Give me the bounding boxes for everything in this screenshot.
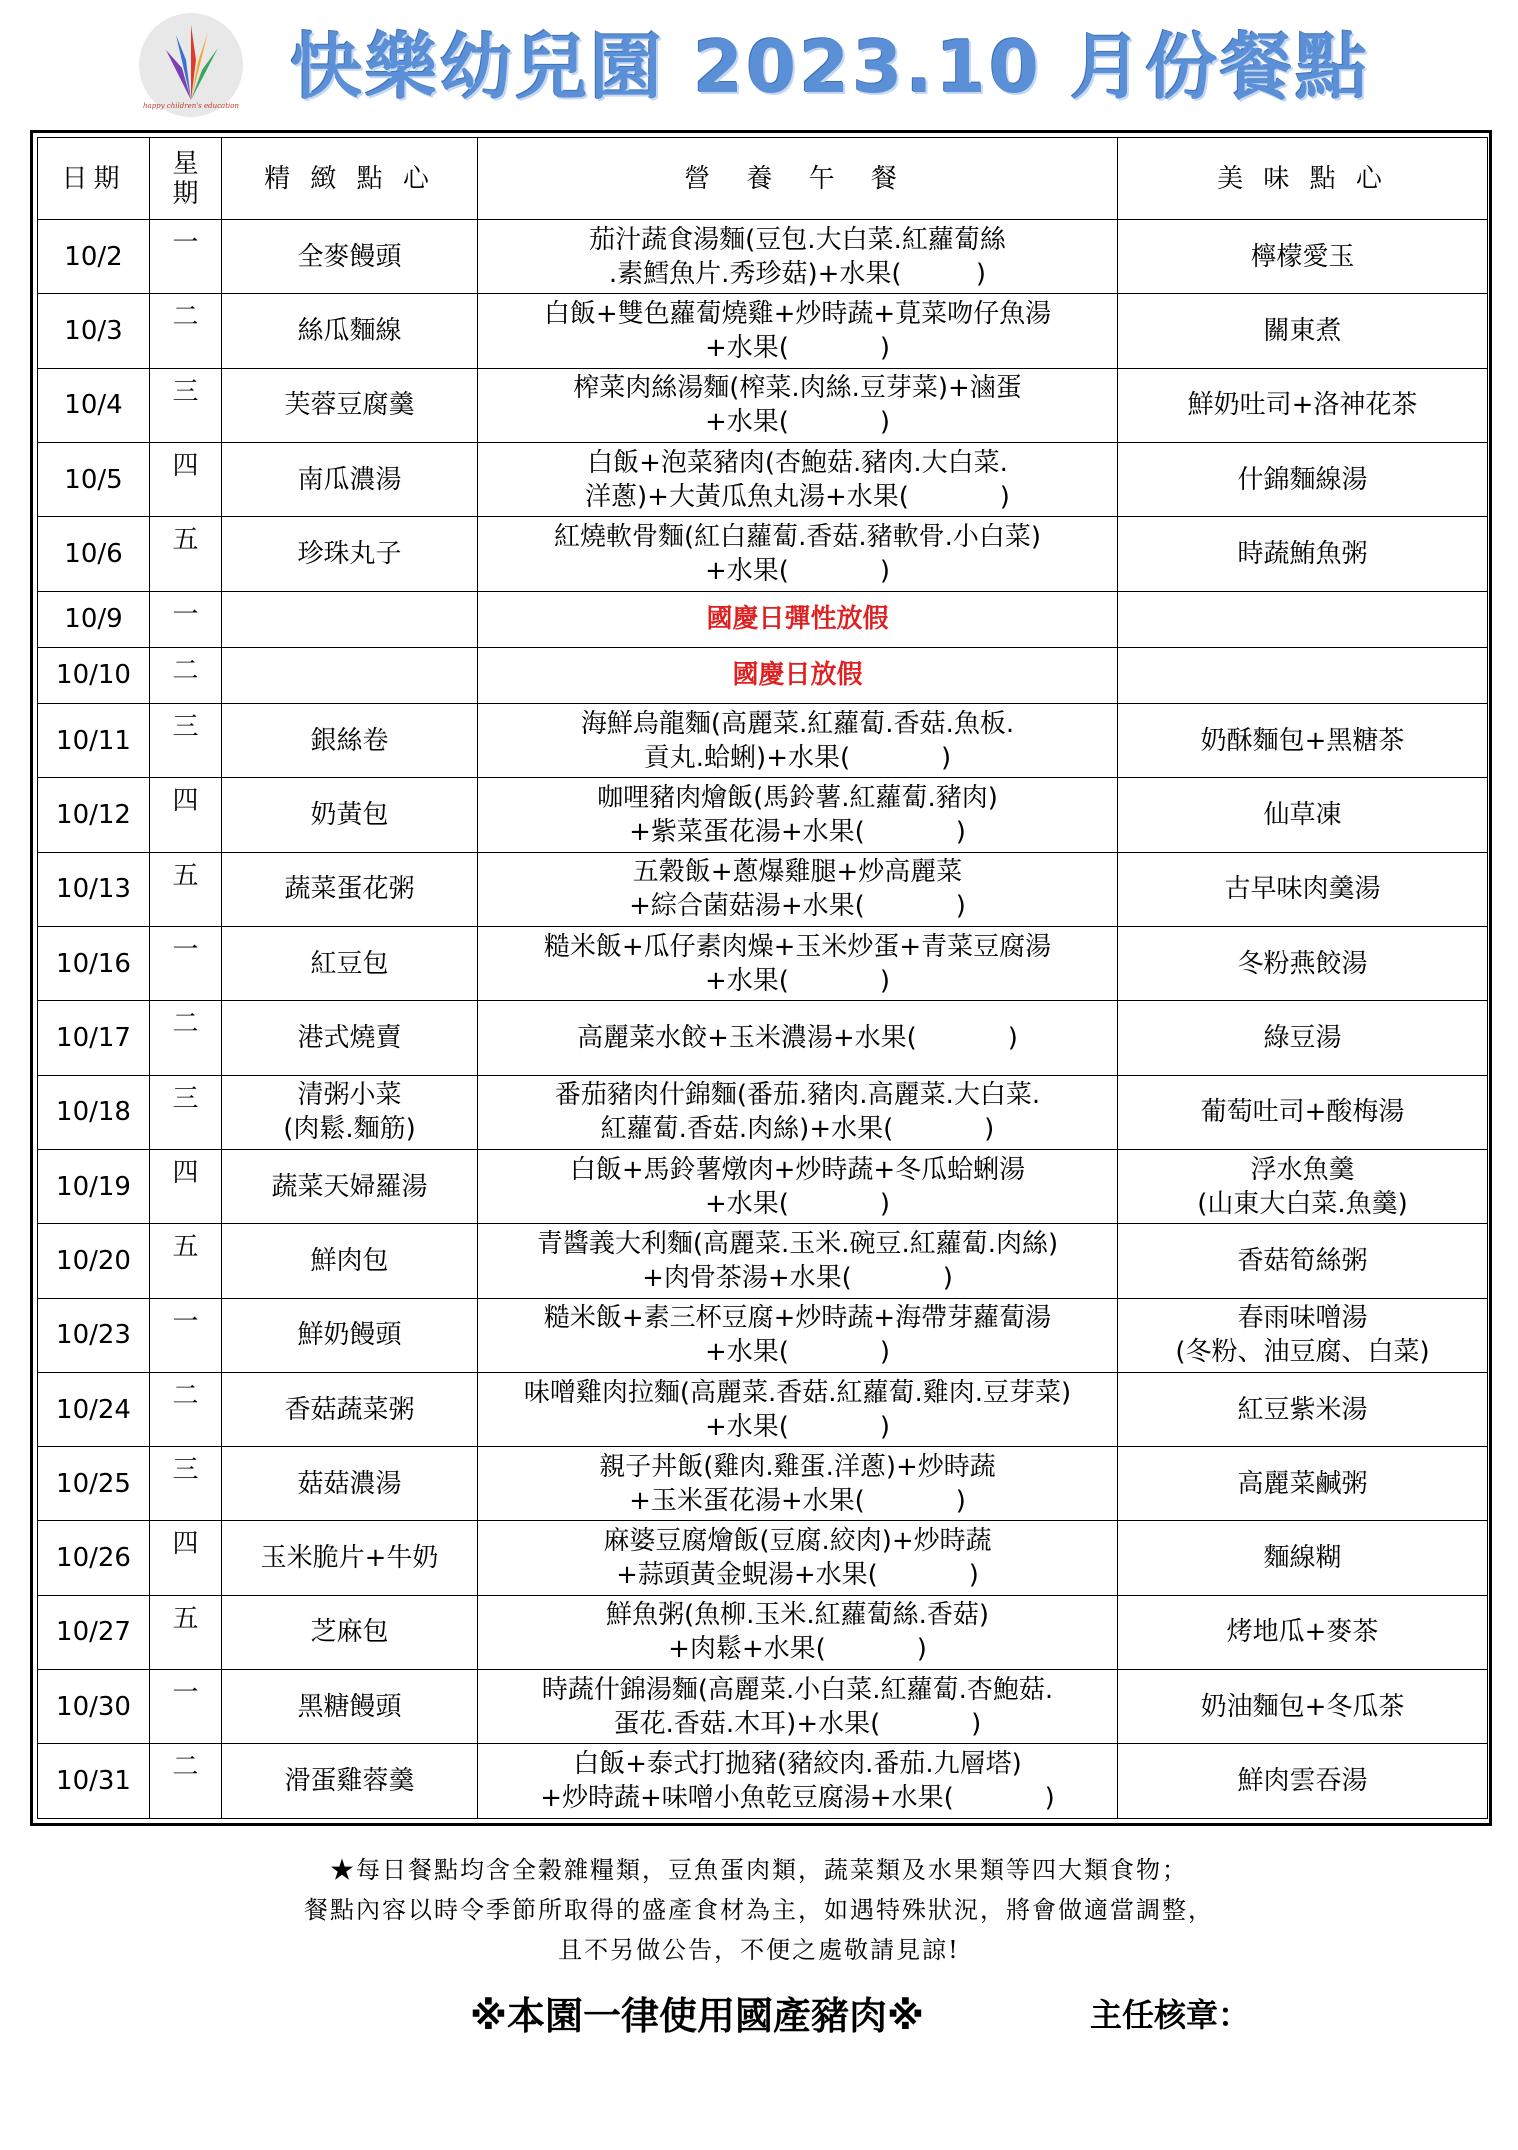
morning-snack-cell: 港式燒賣 (222, 1001, 478, 1075)
afternoon-snack-cell (1118, 1521, 1488, 1595)
lunch-cell (478, 1521, 1118, 1595)
lunch-line: 麻婆豆腐燴飯(豆腐.絞肉)+炒時蔬 (603, 1526, 992, 1557)
weekday-cell: 二 (150, 1372, 222, 1446)
date-cell: 10/18 (38, 1075, 150, 1149)
afternoon-snack-line: 古早味肉羹湯 (1224, 874, 1381, 905)
weekday-cell: 五 (150, 517, 222, 591)
weekday-cell: 三 (150, 1447, 222, 1521)
lunch-line: 白飯+雙色蘿蔔燒雞+炒時蔬+莧菜吻仔魚湯 (543, 298, 1052, 329)
menu-row (38, 591, 1488, 647)
afternoon-snack-cell (1118, 1001, 1488, 1075)
afternoon-snack-line: 麵線糊 (1263, 1543, 1342, 1574)
menu-row (38, 778, 1488, 852)
afternoon-snack-line: 奶酥麵包+黑糖茶 (1200, 725, 1405, 756)
afternoon-snack-line: 綠豆湯 (1263, 1022, 1342, 1053)
weekday-cell: 五 (150, 1224, 222, 1298)
date-cell: 10/17 (38, 1001, 150, 1075)
date-cell: 10/11 (38, 704, 150, 778)
weekday-cell: 三 (150, 368, 222, 442)
lunch-line: 鮮魚粥(魚柳.玉米.紅蘿蔔絲.香菇) (605, 1600, 990, 1631)
afternoon-snack-cell (1118, 591, 1488, 647)
weekday-cell: 二 (150, 647, 222, 703)
school-logo (136, 10, 246, 120)
morning-snack-cell: 蔬菜蛋花粥 (222, 852, 478, 926)
lunch-line: 洋蔥)+大黃瓜魚丸湯+水果( ) (585, 481, 1010, 512)
afternoon-snack-line: 時蔬鮪魚粥 (1237, 538, 1368, 569)
morning-snack-cell: 滑蛋雞蓉羹 (222, 1744, 478, 1819)
lunch-line: 紅燒軟骨麵(紅白蘿蔔.香菇.豬軟骨.小白菜) (553, 521, 1042, 552)
date-cell: 10/26 (38, 1521, 150, 1595)
morning-snack-cell: 芝麻包 (222, 1595, 478, 1669)
footer-note-1: ★每日餐點均含全穀雜糧類，豆魚蛋肉類，蔬菜類及水果類等四大類食物； (330, 1856, 1188, 1884)
weekday-cell: 三 (150, 1075, 222, 1149)
lunch-line: +水果( ) (705, 407, 890, 438)
lunch-line: +水果( ) (705, 1188, 890, 1219)
weekday-cell: 四 (150, 442, 222, 516)
lunch-line: 紅蘿蔔.香菇.肉絲)+水果( ) (600, 1114, 995, 1145)
date-cell: 10/19 (38, 1149, 150, 1223)
date-cell: 10/9 (38, 591, 150, 647)
lunch-cell (478, 294, 1118, 368)
date-cell: 10/4 (38, 368, 150, 442)
afternoon-snack-line: 什錦麵線湯 (1237, 464, 1368, 495)
morning-snack-cell: 奶黃包 (222, 778, 478, 852)
weekday-cell: 二 (150, 1001, 222, 1075)
lunch-line: 時蔬什錦湯麵(高麗菜.小白菜.紅蘿蔔.杏鮑菇. (541, 1674, 1054, 1705)
afternoon-snack-cell (1118, 220, 1488, 294)
morning-snack-cell: 清粥小菜 (肉鬆.麵筋) (222, 1075, 478, 1149)
morning-snack-cell: 絲瓜麵線 (222, 294, 478, 368)
menu-table-frame (30, 130, 1492, 1826)
date-cell: 10/30 (38, 1670, 150, 1744)
morning-snack-cell: 香菇蔬菜粥 (222, 1372, 478, 1446)
afternoon-snack-line: 烤地瓜+麥茶 (1226, 1617, 1379, 1648)
table-header-row (38, 138, 1488, 220)
menu-row (38, 1595, 1488, 1669)
lunch-line: 白飯+泡菜豬肉(杏鮑菇.豬肉.大白菜. (587, 447, 1008, 478)
afternoon-snack-line: 仙草凍 (1263, 800, 1342, 830)
afternoon-snack-line: (山東大白菜.魚羹) (1197, 1188, 1408, 1219)
menu-row (38, 1224, 1488, 1298)
holiday-cell: 國慶日彈性放假 (478, 591, 1118, 647)
menu-row (38, 1075, 1488, 1149)
weekday-cell: 一 (150, 1298, 222, 1372)
weekday-cell: 一 (150, 926, 222, 1000)
lunch-line: 白飯+馬鈴薯燉肉+炒時蔬+冬瓜蛤蜊湯 (569, 1154, 1026, 1185)
lunch-cell (478, 704, 1118, 778)
afternoon-snack-line: 冬粉燕餃湯 (1237, 948, 1368, 979)
lunch-line: .素鱈魚片.秀珍菇)+水果( ) (608, 258, 987, 289)
header-date: 日期 (38, 138, 150, 220)
lunch-line: 番茄豬肉什錦麵(番茄.豬肉.高麗菜.大白菜. (554, 1080, 1041, 1111)
afternoon-snack-cell (1118, 1372, 1488, 1446)
afternoon-snack-line: 鮮奶吐司+洛神花茶 (1187, 390, 1418, 421)
date-cell: 10/12 (38, 778, 150, 852)
morning-snack-cell: 南瓜濃湯 (222, 442, 478, 516)
afternoon-snack-cell (1118, 926, 1488, 1000)
afternoon-snack-cell (1118, 1670, 1488, 1744)
footer-note-3: 且不另做公告，不便之處敬請見諒! (558, 1936, 960, 1964)
lunch-line: +水果( ) (705, 1411, 890, 1442)
lunch-cell (478, 1075, 1118, 1149)
afternoon-snack-cell (1118, 1298, 1488, 1372)
lunch-line: 貢丸.蛤蜊)+水果( ) (643, 742, 952, 773)
lunch-cell (478, 1447, 1118, 1521)
menu-row (38, 294, 1488, 368)
weekday-cell: 五 (150, 1595, 222, 1669)
date-cell: 10/5 (38, 442, 150, 516)
morning-snack-cell: 紅豆包 (222, 926, 478, 1000)
menu-row (38, 517, 1488, 591)
weekday-cell: 二 (150, 1744, 222, 1819)
header-lunch: 營 養 午 餐 (478, 138, 1118, 220)
afternoon-snack-line: 春雨味噌湯 (1237, 1303, 1368, 1334)
afternoon-snack-cell (1118, 647, 1488, 703)
afternoon-snack-cell (1118, 517, 1488, 591)
lunch-cell (478, 1372, 1118, 1446)
afternoon-snack-line: (冬粉、油豆腐、白菜) (1175, 1337, 1430, 1368)
menu-row (38, 1372, 1488, 1446)
lunch-line: 五穀飯+蔥爆雞腿+炒高麗菜 (632, 857, 963, 888)
lunch-line: 榨菜肉絲湯麵(榨菜.肉絲.豆芽菜)+滷蛋 (573, 373, 1022, 404)
afternoon-snack-cell (1118, 1224, 1488, 1298)
lunch-line: +肉鬆+水果( ) (668, 1634, 927, 1665)
date-cell: 10/2 (38, 220, 150, 294)
page-title: 快樂幼兒園 2023.10 月份餐點 (290, 25, 1371, 109)
lunch-cell (478, 1149, 1118, 1223)
menu-row (38, 852, 1488, 926)
menu-row (38, 1521, 1488, 1595)
afternoon-snack-cell (1118, 442, 1488, 516)
date-cell: 10/23 (38, 1298, 150, 1372)
lunch-line: +水果( ) (705, 1337, 890, 1368)
lunch-line: 青醬義大利麵(高麗菜.玉米.碗豆.紅蘿蔔.肉絲) (536, 1228, 1059, 1259)
weekday-cell: 一 (150, 220, 222, 294)
afternoon-snack-line: 高麗菜鹹粥 (1237, 1468, 1368, 1499)
lunch-line: +蒜頭黃金蜆湯+水果( ) (616, 1560, 979, 1591)
weekday-cell: 二 (150, 294, 222, 368)
pork-notice: ※本園一律使用國產豬肉※ (470, 1994, 924, 2038)
menu-row (38, 647, 1488, 703)
morning-snack-cell: 玉米脆片+牛奶 (222, 1521, 478, 1595)
holiday-cell: 國慶日放假 (478, 647, 1118, 703)
lunch-line: 白飯+泰式打拋豬(豬絞肉.番茄.九層塔) (573, 1749, 1022, 1780)
morning-snack-cell: 菇菇濃湯 (222, 1447, 478, 1521)
date-cell: 10/31 (38, 1744, 150, 1819)
afternoon-snack-cell (1118, 1744, 1488, 1819)
weekday-cell: 三 (150, 704, 222, 778)
morning-snack-cell: 全麥饅頭 (222, 220, 478, 294)
weekday-cell: 一 (150, 591, 222, 647)
menu-row (38, 1149, 1488, 1223)
afternoon-snack-line: 香菇筍絲粥 (1237, 1245, 1368, 1276)
morning-snack-cell (222, 647, 478, 703)
director-stamp-label: 主任核章： (1090, 1996, 1251, 2034)
afternoon-snack-line: 檸檬愛玉 (1250, 241, 1355, 272)
lunch-cell (478, 1224, 1118, 1298)
date-cell: 10/27 (38, 1595, 150, 1669)
lunch-cell (478, 1001, 1118, 1075)
weekday-cell: 一 (150, 1670, 222, 1744)
footer-notes (0, 1850, 1518, 1970)
menu-row (38, 442, 1488, 516)
date-cell: 10/16 (38, 926, 150, 1000)
morning-snack-cell: 蔬菜天婦羅湯 (222, 1149, 478, 1223)
lunch-line: 味噌雞肉拉麵(高麗菜.香菇.紅蘿蔔.雞肉.豆芽菜) (523, 1377, 1072, 1408)
afternoon-snack-cell (1118, 368, 1488, 442)
lunch-cell (478, 517, 1118, 591)
lunch-cell (478, 852, 1118, 926)
lunch-line: +水果( ) (705, 332, 890, 363)
menu-row (38, 220, 1488, 294)
afternoon-snack-cell (1118, 1075, 1488, 1149)
menu-row (38, 368, 1488, 442)
menu-row (38, 1744, 1488, 1819)
menu-row (38, 1447, 1488, 1521)
menu-table (37, 137, 1488, 1819)
date-cell: 10/10 (38, 647, 150, 703)
page-header (0, 0, 1518, 125)
afternoon-snack-line: 關東煮 (1263, 315, 1342, 346)
morning-snack-cell: 珍珠丸子 (222, 517, 478, 591)
afternoon-snack-cell (1118, 1595, 1488, 1669)
date-cell: 10/3 (38, 294, 150, 368)
menu-row (38, 1670, 1488, 1744)
menu-row (38, 926, 1488, 1000)
menu-row (38, 704, 1488, 778)
lunch-cell (478, 1298, 1118, 1372)
lunch-cell (478, 926, 1118, 1000)
date-cell: 10/24 (38, 1372, 150, 1446)
lunch-line: +紫菜蛋花湯+水果( ) (629, 817, 966, 847)
lunch-line: 蛋花.香菇.木耳)+水果( ) (613, 1708, 982, 1739)
lunch-cell (478, 442, 1118, 516)
weekday-cell: 四 (150, 1521, 222, 1595)
lunch-line: +炒時蔬+味噌小魚乾豆腐湯+水果( ) (540, 1783, 1055, 1814)
lunch-line: +玉米蛋花湯+水果( ) (629, 1485, 966, 1516)
lunch-line: 茄汁蔬食湯麵(豆包.大白菜.紅蘿蔔絲 (589, 224, 1006, 255)
morning-snack-cell (222, 591, 478, 647)
afternoon-snack-cell (1118, 852, 1488, 926)
lunch-line: 咖哩豬肉燴飯(馬鈴薯.紅蘿蔔.豬肉) (597, 783, 998, 813)
morning-snack-cell: 鮮奶饅頭 (222, 1298, 478, 1372)
weekday-cell: 四 (150, 778, 222, 852)
afternoon-snack-line: 鮮肉雲吞湯 (1237, 1766, 1368, 1797)
date-cell: 10/6 (38, 517, 150, 591)
lunch-line: +肉骨茶湯+水果( ) (642, 1262, 953, 1293)
afternoon-snack-line: 浮水魚羹 (1250, 1154, 1355, 1185)
lunch-cell (478, 368, 1118, 442)
lunch-cell (478, 1670, 1118, 1744)
lunch-line: 親子丼飯(雞肉.雞蛋.洋蔥)+炒時蔬 (599, 1451, 996, 1482)
lunch-cell (478, 778, 1118, 852)
afternoon-snack-cell (1118, 1447, 1488, 1521)
date-cell: 10/13 (38, 852, 150, 926)
afternoon-snack-cell (1118, 294, 1488, 368)
lunch-line: 糙米飯+素三杯豆腐+炒時蔬+海帶芽蘿蔔湯 (543, 1303, 1052, 1334)
weekday-cell: 四 (150, 1149, 222, 1223)
lunch-line: +綜合菌菇湯+水果( ) (629, 891, 966, 922)
header-weekday (150, 138, 222, 220)
morning-snack-cell: 鮮肉包 (222, 1224, 478, 1298)
date-cell: 10/20 (38, 1224, 150, 1298)
afternoon-snack-line: 奶油麵包+冬瓜茶 (1200, 1691, 1405, 1722)
menu-table-body (38, 220, 1488, 1819)
lunch-cell (478, 220, 1118, 294)
morning-snack-cell: 芙蓉豆腐羹 (222, 368, 478, 442)
lunch-cell (478, 1744, 1118, 1819)
afternoon-snack-cell (1118, 1149, 1488, 1223)
weekday-cell: 五 (150, 852, 222, 926)
footer-note-2: 餐點內容以時令季節所取得的盛產食材為主，如遇特殊狀況，將會做適當調整， (304, 1896, 1214, 1924)
date-cell: 10/25 (38, 1447, 150, 1521)
logo-text: happy children's education (143, 102, 239, 110)
menu-row (38, 1298, 1488, 1372)
lunch-line: +水果( ) (705, 555, 890, 586)
lunch-line: 糙米飯+瓜仔素肉燥+玉米炒蛋+青菜豆腐湯 (543, 931, 1052, 962)
morning-snack-cell: 黑糖饅頭 (222, 1670, 478, 1744)
lunch-line: 海鮮烏龍麵(高麗菜.紅蘿蔔.香菇.魚板. (580, 708, 1015, 739)
afternoon-snack-line: 葡萄吐司+酸梅湯 (1200, 1097, 1405, 1128)
afternoon-snack-cell (1118, 704, 1488, 778)
afternoon-snack-line: 紅豆紫米湯 (1237, 1394, 1368, 1425)
lunch-cell (478, 1595, 1118, 1669)
header-weekday-text: 星期 (172, 148, 199, 209)
menu-row (38, 1001, 1488, 1075)
lunch-line: 高麗菜水餃+玉米濃湯+水果( ) (577, 1022, 1018, 1053)
header-afternoon-snack: 美 味 點 心 (1118, 138, 1488, 220)
header-morning-snack: 精 緻 點 心 (222, 138, 478, 220)
afternoon-snack-cell (1118, 778, 1488, 852)
morning-snack-cell: 銀絲卷 (222, 704, 478, 778)
lunch-line: +水果( ) (705, 965, 890, 996)
